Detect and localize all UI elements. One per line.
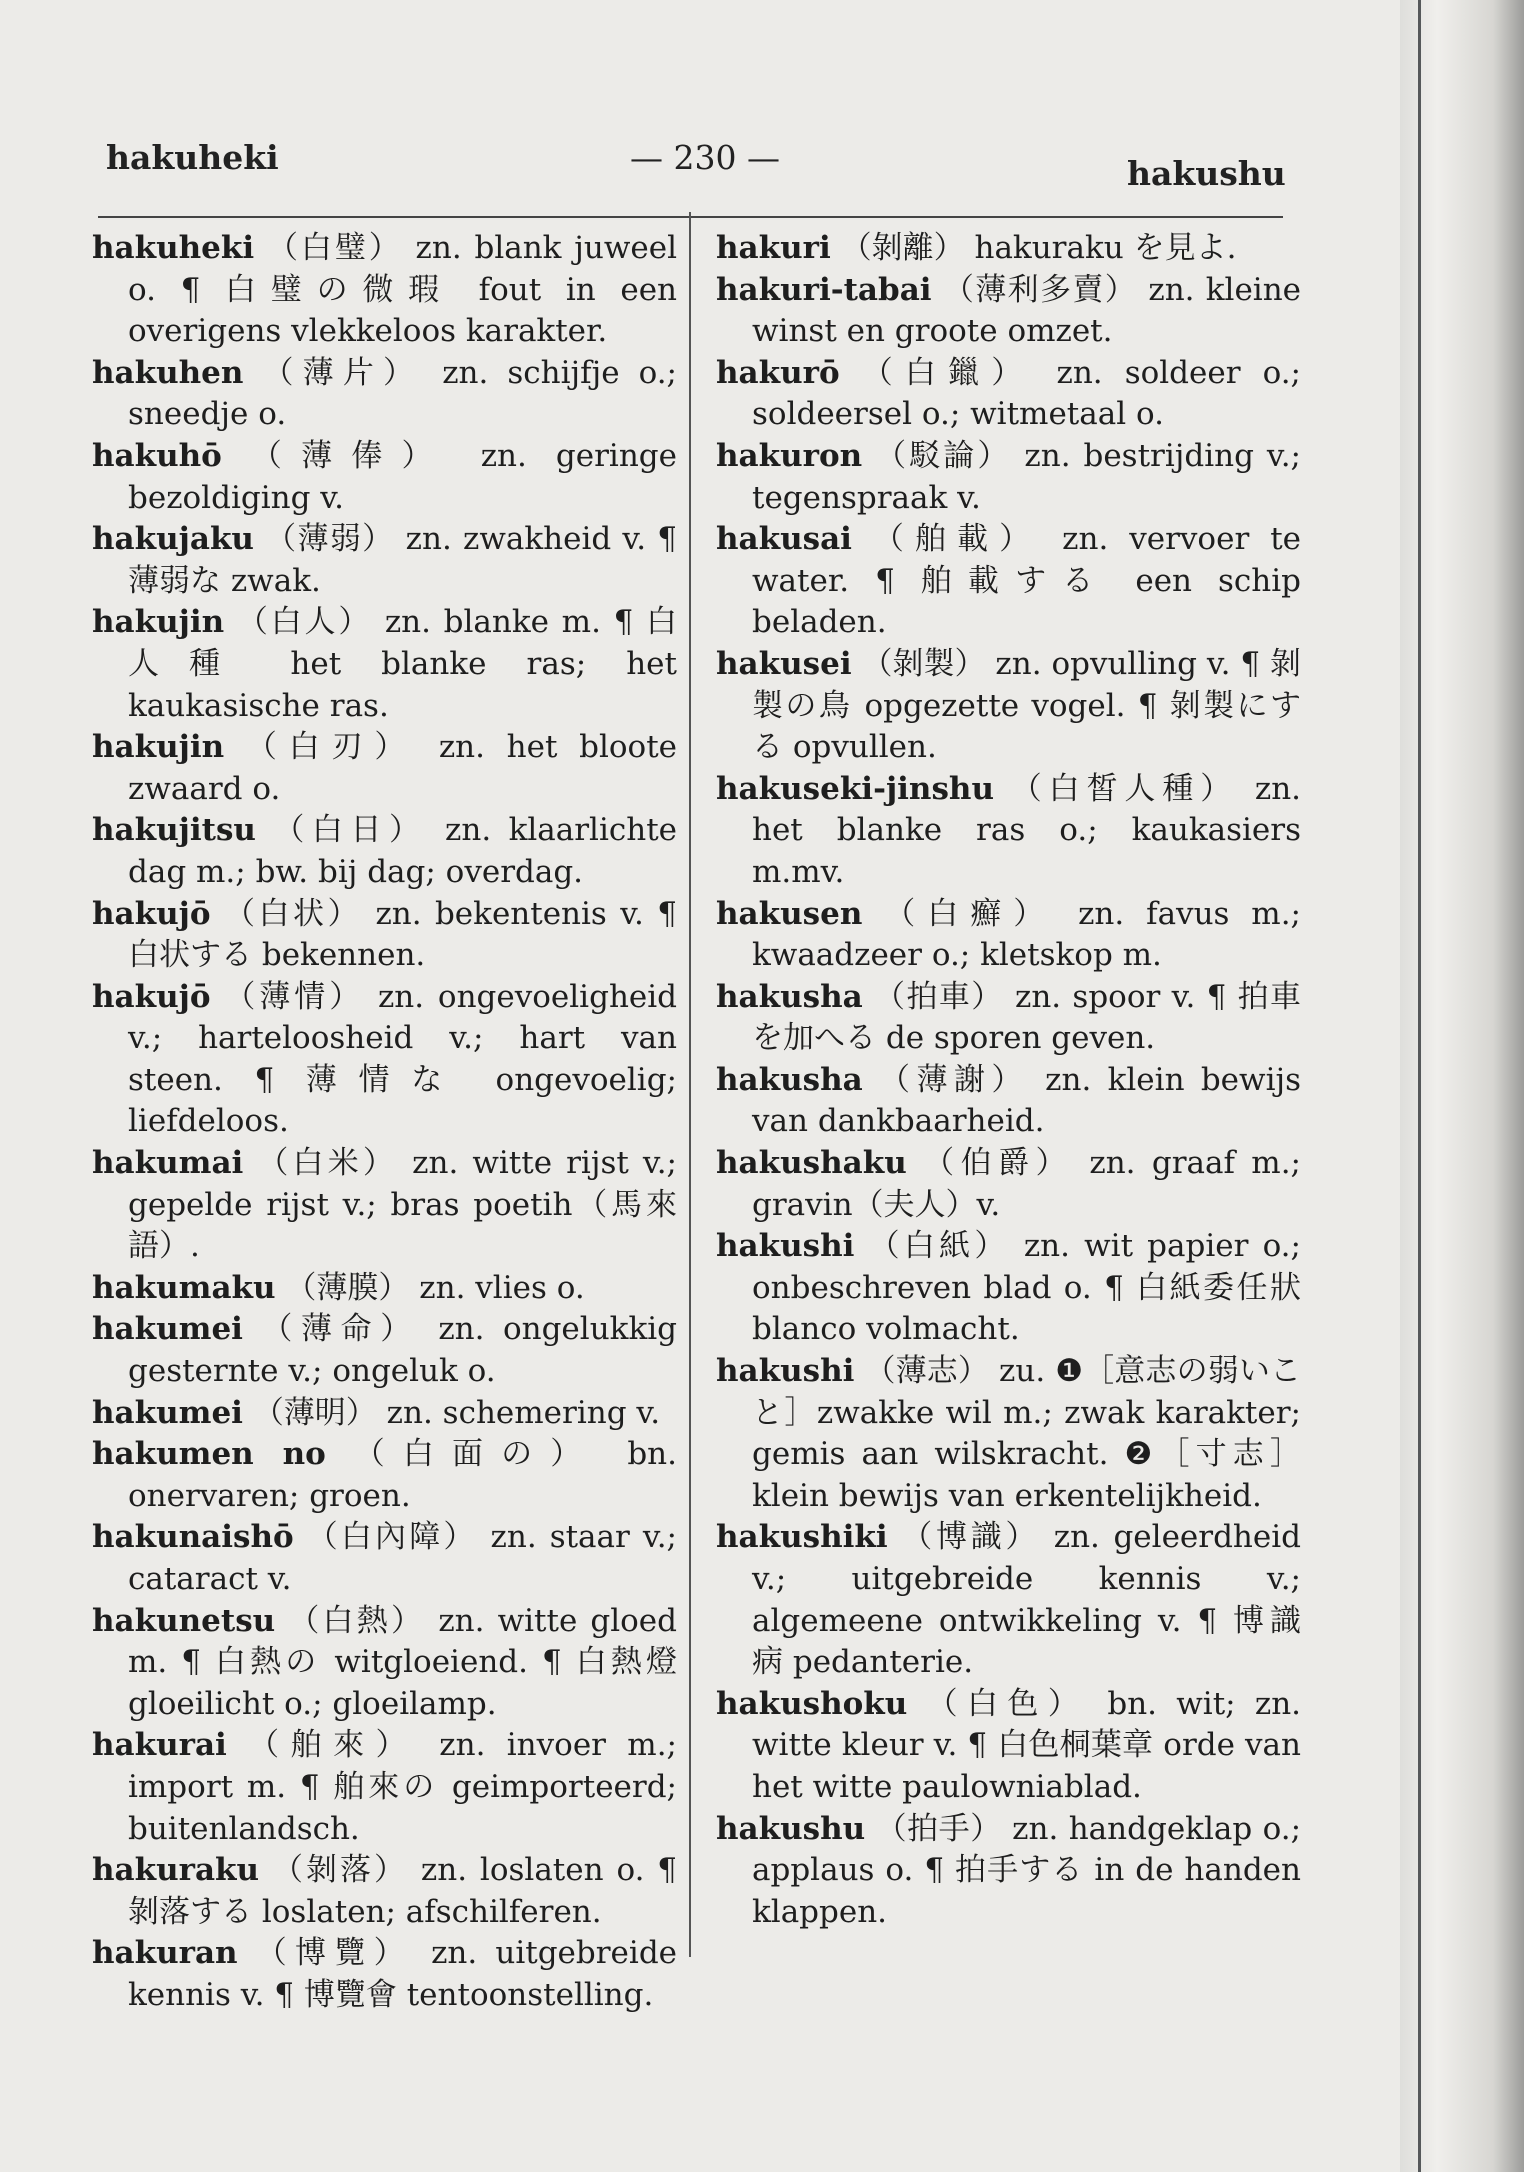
entry-definition: zn. klein bewijs van dankbaarheid. bbox=[752, 1061, 1301, 1140]
running-head-left: hakuheki bbox=[106, 138, 279, 177]
entry-kanji: （舶載） bbox=[872, 521, 1042, 558]
dictionary-entry bbox=[92, 436, 677, 519]
dictionary-entry bbox=[716, 1143, 1301, 1226]
entry-headword: hakumei bbox=[92, 1311, 243, 1348]
dictionary-entry bbox=[92, 1517, 677, 1600]
entry-headword: hakusei bbox=[716, 645, 852, 682]
dictionary-entry bbox=[92, 1434, 677, 1517]
entry-definition: zn. uitgebreide kennis v. ¶ 博覽會 tentoonstelling. bbox=[128, 1935, 678, 2013]
entry-definition: zn. favus m.; kwaadzeer o.; kletskop m. bbox=[752, 895, 1301, 974]
entry-headword: hakusha bbox=[716, 1061, 863, 1098]
entry-definition: zn. het blanke ras o.; kaukasiers m.mv. bbox=[752, 770, 1302, 890]
entry-kanji: （舶來） bbox=[248, 1727, 418, 1764]
entry-kanji: （薄志） bbox=[864, 1353, 990, 1390]
entry-kanji: （白面の） bbox=[353, 1436, 600, 1473]
entry-definition: zn. witte gloed m. ¶ 白熱の witgloeiend. ¶ 白熱燈 gloeilicht o.; gloeilamp. bbox=[128, 1602, 677, 1722]
entry-kanji: （白米） bbox=[257, 1145, 399, 1182]
dictionary-entry bbox=[92, 602, 677, 727]
entry-headword: hakujō bbox=[92, 895, 211, 932]
entry-headword: hakushoku bbox=[716, 1685, 908, 1722]
entry-headword: hakujaku bbox=[92, 521, 254, 558]
dictionary-entry bbox=[92, 894, 677, 977]
entry-definition: zn. zwakheid v. ¶ 薄弱な zwak. bbox=[128, 521, 677, 599]
entry-headword: hakumai bbox=[92, 1145, 244, 1182]
entry-definition: zn. vervoer te water. ¶ 舶載する een schip beladen. bbox=[752, 521, 1301, 641]
entry-kanji: （薄弱） bbox=[265, 521, 395, 558]
right-column bbox=[716, 228, 1301, 1933]
entry-kanji: （白皙人種） bbox=[1010, 770, 1239, 807]
entry-headword: hakumaku bbox=[92, 1269, 276, 1306]
entry-headword: hakusha bbox=[716, 978, 863, 1015]
entry-kanji: （薄俸） bbox=[250, 437, 452, 474]
entry-kanji: （白人） bbox=[236, 604, 373, 641]
dictionary-entry bbox=[716, 1351, 1301, 1517]
entry-definition: zn. wit papier o.; onbeschreven blad o. ¶ 白紙委任狀 blanco volmacht. bbox=[752, 1228, 1301, 1348]
entry-headword: hakumen no bbox=[92, 1436, 326, 1473]
dictionary-entry bbox=[716, 1517, 1301, 1683]
entry-headword: hakujin bbox=[92, 604, 225, 641]
entry-headword: hakuhen bbox=[92, 354, 244, 391]
entry-kanji: （薄明） bbox=[252, 1394, 377, 1431]
entry-kanji: （白刃） bbox=[245, 729, 418, 766]
page-edge bbox=[1418, 0, 1421, 2172]
entry-kanji: （博覽） bbox=[255, 1935, 413, 1972]
entry-headword: hakunetsu bbox=[92, 1602, 276, 1639]
left-column bbox=[92, 228, 677, 2017]
dictionary-entry bbox=[716, 644, 1301, 769]
dictionary-entry bbox=[92, 228, 677, 353]
entry-definition: zn. geleerdheid v.; uitgebreide kennis v.; algemeene ontwikkeling v. ¶ 博識病 pedanterie. bbox=[752, 1519, 1301, 1681]
entry-kanji: （白熱） bbox=[288, 1602, 426, 1639]
entry-kanji: （薄膜） bbox=[285, 1269, 410, 1306]
entry-headword: hakuri-tabai bbox=[716, 271, 932, 308]
entry-headword: hakujō bbox=[92, 978, 211, 1015]
entry-kanji: （駁論） bbox=[875, 437, 1012, 474]
dictionary-entry bbox=[92, 519, 677, 602]
entry-headword: hakunaishō bbox=[92, 1519, 294, 1556]
dictionary-entry bbox=[92, 977, 677, 1143]
entry-definition: zn. spoor v. ¶ 拍車を加へる de sporen geven. bbox=[752, 978, 1301, 1057]
entry-definition: bn. onervaren; groen. bbox=[128, 1436, 677, 1514]
entry-definition: zn. het bloote zwaard o. bbox=[128, 729, 678, 807]
entry-headword: hakusai bbox=[716, 521, 852, 558]
entry-definition: zn. kleine winst en groote omzet. bbox=[752, 271, 1302, 350]
dictionary-entry bbox=[92, 1393, 677, 1435]
dictionary-entry bbox=[716, 1809, 1301, 1934]
entry-definition: zn. ongelukkig gesternte v.; ongeluk o. bbox=[128, 1311, 677, 1390]
entry-headword: hakuseki-jinshu bbox=[716, 770, 995, 807]
entry-headword: hakuheki bbox=[92, 230, 255, 266]
dictionary-entry bbox=[716, 436, 1301, 519]
entry-headword: hakurō bbox=[716, 354, 840, 391]
entry-definition: zn. bestrijding v.; tegenspraak v. bbox=[752, 437, 1302, 516]
entry-definition: zn. klaarlichte dag m.; bw. bij dag; overdag. bbox=[128, 812, 678, 890]
dictionary-entry bbox=[92, 1268, 677, 1310]
dictionary-entry bbox=[716, 1060, 1301, 1143]
entry-kanji: （薄利多賣） bbox=[942, 271, 1138, 308]
entry-headword: hakujin bbox=[92, 729, 225, 766]
entry-headword: hakuraku bbox=[92, 1852, 260, 1889]
entry-definition: zn. handgeklap o.; applaus o. ¶ 拍手する in de handen klappen. bbox=[752, 1810, 1302, 1930]
entry-definition: zn. schijfje o.; sneedje o. bbox=[128, 354, 677, 433]
entry-kanji: （拍車） bbox=[874, 978, 1004, 1015]
entry-headword: hakushu bbox=[716, 1810, 866, 1847]
entry-kanji: （薄片） bbox=[262, 354, 424, 391]
entry-kanji: （伯爵） bbox=[923, 1145, 1074, 1182]
entry-kanji: （剝落） bbox=[271, 1852, 409, 1889]
dictionary-entry bbox=[716, 977, 1301, 1060]
dictionary-entry bbox=[716, 353, 1301, 436]
entry-kanji: （薄命） bbox=[261, 1311, 420, 1348]
entry-kanji: （白紙） bbox=[868, 1228, 1010, 1265]
dictionary-entry bbox=[92, 1143, 677, 1268]
entry-definition: zu. ❶［意志の弱いこと］zwakke wil m.; zwak karakter; gemis aan wilskracht. ❷［寸志］klein bewijs van erkentelijkheid. bbox=[752, 1353, 1302, 1514]
dictionary-entry bbox=[716, 1226, 1301, 1351]
entry-definition: zn. staar v.; cataract v. bbox=[128, 1519, 677, 1597]
entry-definition: zn. graaf m.; gravin（夫人）v. bbox=[752, 1145, 1301, 1223]
dictionary-entry bbox=[716, 1684, 1301, 1809]
entry-kanji: （白癬） bbox=[884, 895, 1057, 932]
entry-headword: hakushi bbox=[716, 1353, 855, 1390]
entry-kanji: （白日） bbox=[273, 812, 428, 849]
entry-headword: hakushi bbox=[716, 1228, 855, 1265]
dictionary-entry bbox=[92, 1725, 677, 1850]
entry-kanji: （剝製） bbox=[861, 645, 986, 682]
entry-kanji: （白色） bbox=[926, 1685, 1089, 1722]
entry-headword: hakuri bbox=[716, 230, 831, 266]
entry-definition: zn. schemering v. bbox=[386, 1394, 661, 1431]
dictionary-entry bbox=[716, 270, 1301, 353]
entry-headword: hakusen bbox=[716, 895, 863, 932]
entry-kanji: （白鑞） bbox=[861, 354, 1035, 391]
entry-definition: zn. opvulling v. ¶ 剝製の鳥 opgezette vogel. ¶ 剝製にする opvullen. bbox=[752, 645, 1301, 766]
entry-kanji: （白內障） bbox=[306, 1519, 478, 1556]
column-divider bbox=[689, 212, 691, 1957]
entry-headword: hakushiki bbox=[716, 1519, 888, 1556]
dictionary-entry bbox=[92, 1850, 677, 1933]
dictionary-entry bbox=[92, 1309, 677, 1392]
entry-headword: hakuron bbox=[716, 437, 863, 474]
entry-kanji: （白璧） bbox=[266, 230, 403, 266]
dictionary-entry bbox=[716, 894, 1301, 977]
entry-definition: zn. witte rijst v.; gepelde rijst v.; bras poetih（馬來語）. bbox=[128, 1145, 677, 1265]
entry-kanji: （博識） bbox=[901, 1519, 1041, 1556]
entry-definition: zn. bekentenis v. ¶ 白状する bekennen. bbox=[128, 895, 678, 974]
dictionary-entry bbox=[716, 769, 1301, 894]
entry-definition: zn. blank juweel o. ¶ 白璧の微瑕 fout in een overigens vlekkeloos karakter. bbox=[128, 230, 677, 350]
dictionary-entry bbox=[92, 727, 677, 810]
entry-kanji: （剝離） bbox=[840, 230, 965, 266]
entry-definition: zn. loslaten o. ¶ 剝落する loslaten; afschilferen. bbox=[128, 1852, 678, 1930]
entry-headword: hakuran bbox=[92, 1935, 238, 1972]
entry-definition: zn. geringe bezoldiging v. bbox=[128, 437, 677, 516]
entry-definition: hakuraku を見よ. bbox=[974, 230, 1237, 266]
dictionary-entry bbox=[92, 1601, 677, 1726]
entry-definition: zn. invoer m.; import m. ¶ 舶來の geimporteerd; buitenlandsch. bbox=[128, 1727, 677, 1847]
entry-headword: hakurai bbox=[92, 1727, 227, 1764]
entry-kanji: （薄謝） bbox=[879, 1061, 1029, 1098]
entry-kanji: （拍手） bbox=[875, 1810, 1002, 1847]
entry-definition: zn. ongevoeligheid v.; harteloosheid v.; hart van steen. ¶ 薄情な ongevoelig; liefdeloos. bbox=[128, 978, 678, 1140]
dictionary-entry bbox=[92, 353, 677, 436]
page-number: — 230 — bbox=[630, 138, 780, 177]
dictionary-entry bbox=[92, 810, 677, 893]
entry-kanji: （薄情） bbox=[224, 978, 365, 1015]
entry-headword: hakujitsu bbox=[92, 812, 256, 849]
entry-definition: zn. vlies o. bbox=[419, 1269, 585, 1306]
dictionary-entry bbox=[92, 1933, 677, 2016]
entry-kanji: （白状） bbox=[223, 895, 363, 932]
entry-headword: hakuhō bbox=[92, 437, 222, 474]
running-head-right: hakushu bbox=[1127, 154, 1286, 193]
entry-definition: zn. blanke m. ¶ 白人種 het blanke ras; het kaukasische ras. bbox=[128, 604, 678, 724]
dictionary-entry bbox=[716, 228, 1301, 270]
entry-definition: bn. wit; zn. witte kleur v. ¶ 白色桐葉章 orde van het witte paulowniablad. bbox=[752, 1685, 1302, 1805]
entry-headword: hakumei bbox=[92, 1394, 243, 1431]
entry-definition: zn. soldeer o.; soldeersel o.; witmetaal o. bbox=[752, 354, 1301, 433]
dictionary-entry bbox=[716, 519, 1301, 644]
entry-headword: hakushaku bbox=[716, 1145, 907, 1182]
